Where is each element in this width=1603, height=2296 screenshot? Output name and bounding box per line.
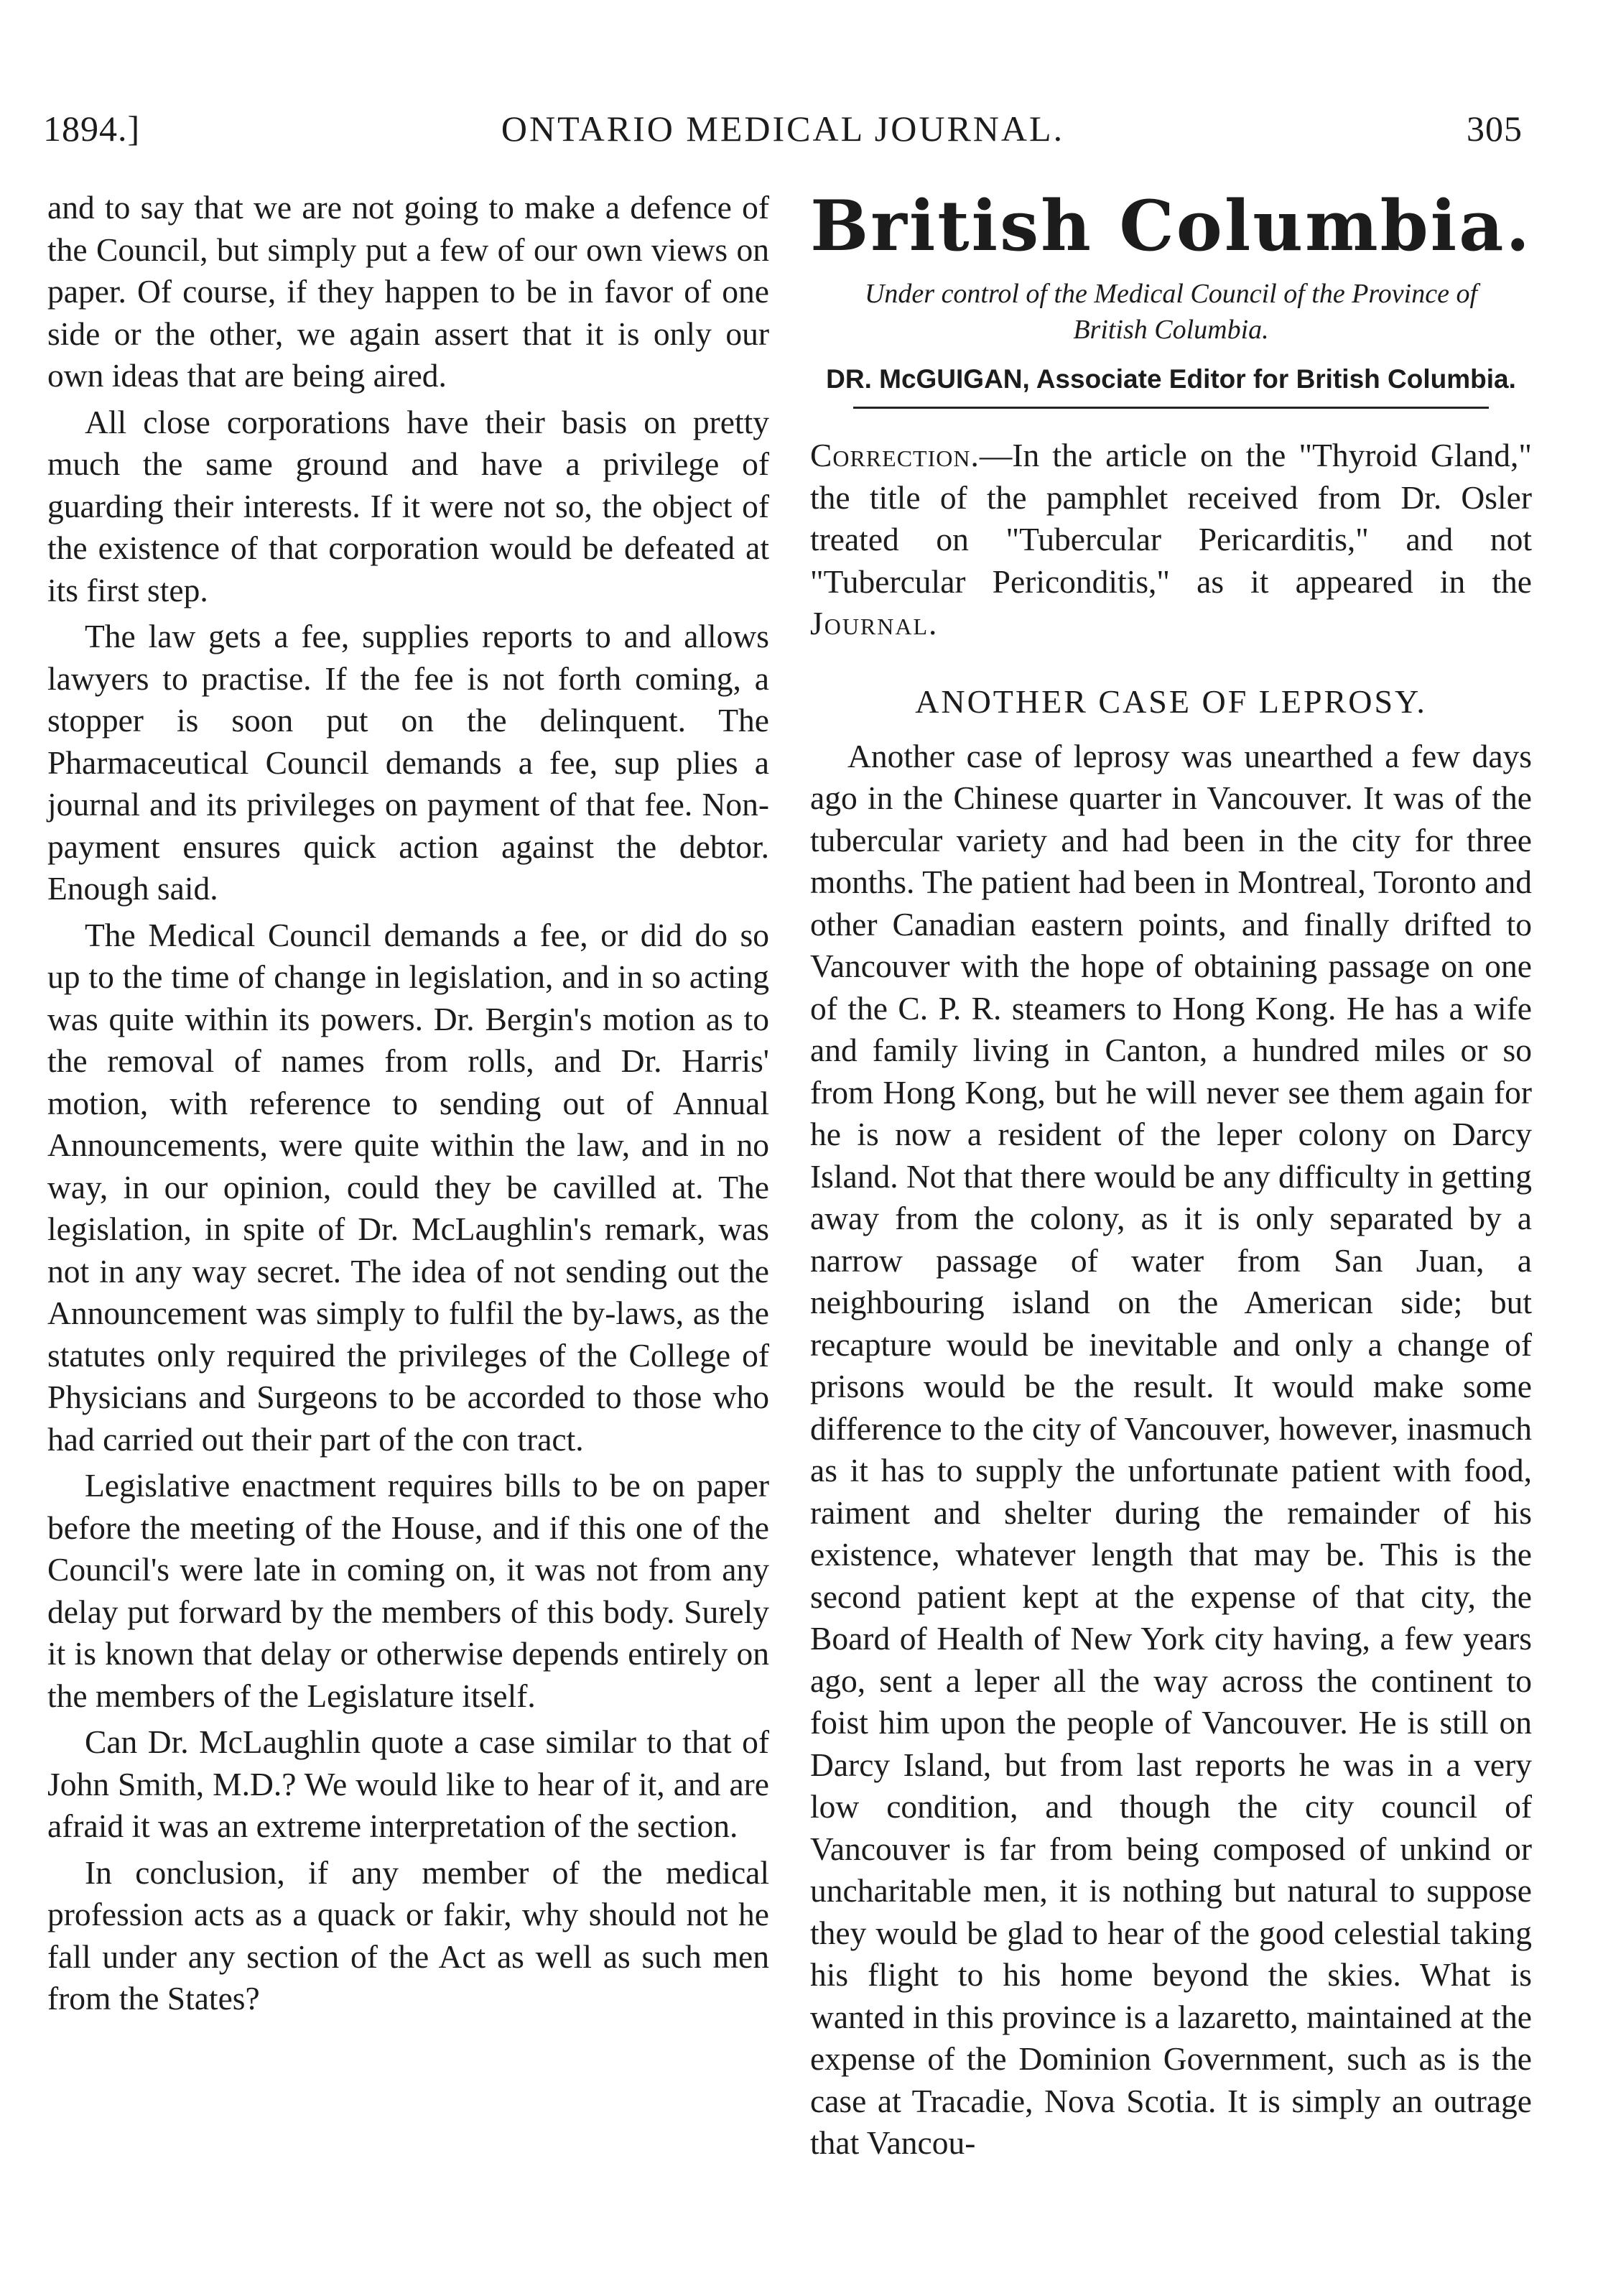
- header-page-number: 305: [1467, 108, 1523, 149]
- article-paragraph: Another case of leprosy was unearthed a few days ago in the Chinese quarter in Vancouver. It was of the tubercular variety and had been in the city for three months. The patient had been in Montreal, Toronto and other Canadian eastern points, and finally drifted to Vancouver with the hope of obtaining passage on one of the C. P. R. steamers to Hong Kong. He has a wife and family living in Canton, a hundred miles or so from Hong Kong, but he will never see them again for he is now a resident of the leper colony on Darcy Island. Not that there would be any difficulty in getting away from the colony, as it is only separated by a narrow passage of water from San Juan, a neighbouring island on the American side; but recapture would be inevitable and only a change of prisons would be the result. It would make some difference to the city of Vancouver, however, inasmuch as it has to supply the unfortunate patient with food, raiment and shelter during the remainder of his existence, whatever length that may be. This is the second patient kept at the expense of that city, the Board of Health of New York city having, a few years ago, sent a leper all the way across the continent to foist him upon the people of Vancouver. He is still on Darcy Island, but from last reports he was in a very low condition, and though the city council of Vancouver is far from being composed of unkind or uncharitable men, it is nothing but natural to suppose they would be glad to hear of the good celestial taking his flight to his home beyond the skies. What is wanted in this province is a lazaretto, maintained at the expense of the Dominion Government, such as is the case at Tracadie, Nova Scotia. It is simply an outrage that Vancou-: [810, 737, 1532, 2161]
- associate-editor-line: DR. McGUIGAN, Associate Editor for British Columbia.: [826, 364, 1516, 394]
- left-paragraph: The Medical Council demands a fee, or did do so up to the time of change in legislation, and in so acting was quite within its powers. Dr. Bergin's motion as to the removal of names from rolls, and Dr. Harris' motion, with reference to sending out of Annual Announcements, were quite within the law, and in no way, in our opinion, could they be cavilled at. The legislation, in spite of Dr. McLaughlin's remark, was not in any way secret. The idea of not sending out the Announcement was simply to fulfil the by-laws, as the statutes only required the privileges of the College of Physicians and Surgeons to be accorded to those who had carried out their part of the con tract.: [47, 916, 769, 1458]
- section-subtitle: Under control of the Medical Council of the Province of British Columbia.: [864, 279, 1478, 345]
- left-paragraph: The law gets a fee, supplies reports to and allows lawyers to practise. If the fee is not forth coming, a stopper is soon put on the delinquent. The Pharmaceutical Council demands a fee, sup plies a journal and its privileges on payment of that fee. Non-payment ensures quick action against the debtor. Enough said.: [47, 618, 769, 907]
- section-title: British Columbia.: [810, 185, 1532, 267]
- running-header: [43, 108, 1523, 158]
- left-paragraph: All close corporations have their basis on pretty much the same ground and have a privilege of guarding their interests. If it were not so, the object of the existence of that corporation would be defeated at its first step.: [47, 403, 769, 608]
- header-year: 1894.]: [43, 108, 141, 149]
- left-paragraph: Legislative enactment requires bills to be on paper before the meeting of the House, and if this one of the Council's were late in coming on, it was not from any delay put forward by the members of this body. Surely it is known that delay or otherwise depends entirely on the members of the Legislature itself.: [47, 1467, 769, 1714]
- left-column: [47, 187, 769, 2024]
- correction-text: —In the article on the "Thyroid Gland," the title of the pamphlet received from Dr. Osler treated on "Tubercular Pericarditis," and not "Tubercular Periconditis," as it appeared in the: [810, 437, 1532, 600]
- divider-rule: [853, 407, 1489, 409]
- header-journal-title: ONTARIO MEDICAL JOURNAL.: [501, 108, 1065, 149]
- correction-paragraph: [810, 435, 1532, 645]
- article-title: ANOTHER CASE OF LEPROSY.: [915, 682, 1427, 720]
- correction-lead: Correction.: [810, 437, 980, 473]
- left-paragraph: Can Dr. McLaughlin quote a case similar to that of John Smith, M.D.? We would like to hear of it, and are afraid it was an extreme interpretation of the section.: [47, 1723, 769, 1844]
- right-column: [810, 187, 1532, 2169]
- correction-journal-word: Journal.: [810, 605, 939, 642]
- left-paragraph: In conclusion, if any member of the medical profession acts as a quack or fakir, why should not he fall under any section of the Act as well as such men from the States?: [47, 1853, 769, 2017]
- left-paragraph: and to say that we are not going to make a defence of the Council, but simply put a few of our own views on paper. Of course, if they happen to be in favor of one side or the other, we again assert that it is only our own ideas that are being aired.: [47, 189, 769, 394]
